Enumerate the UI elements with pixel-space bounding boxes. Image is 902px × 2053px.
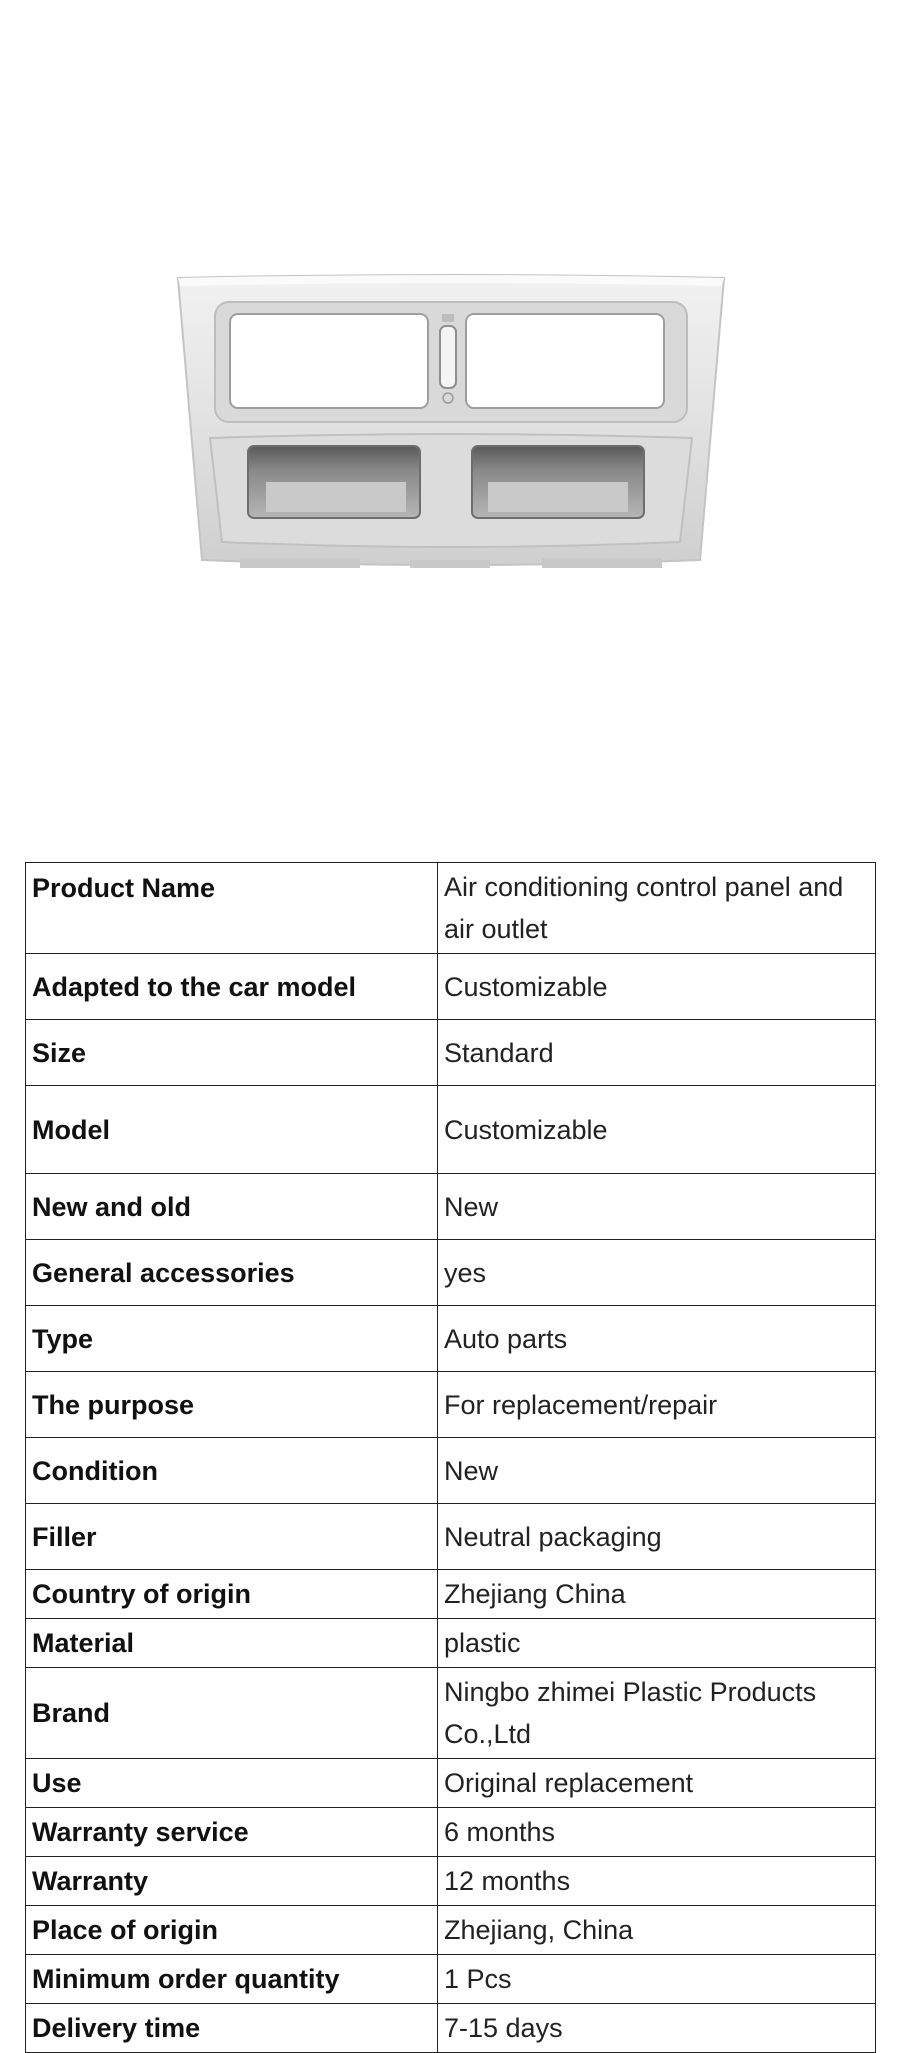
spec-value: Original replacement xyxy=(438,1759,876,1808)
spec-table xyxy=(25,862,876,2053)
spec-label: General accessories xyxy=(26,1240,438,1306)
spec-value: Customizable xyxy=(438,1086,876,1174)
product-image xyxy=(170,270,732,590)
spec-label: Country of origin xyxy=(26,1570,438,1619)
spec-label: Filler xyxy=(26,1504,438,1570)
spec-label: Material xyxy=(26,1619,438,1668)
table-row xyxy=(26,1808,876,1857)
table-row xyxy=(26,1857,876,1906)
spec-label: Use xyxy=(26,1759,438,1808)
spec-value: Standard xyxy=(438,1020,876,1086)
spec-value: yes xyxy=(438,1240,876,1306)
spec-value: For replacement/repair xyxy=(438,1372,876,1438)
spec-value: 6 months xyxy=(438,1808,876,1857)
spec-value: 12 months xyxy=(438,1857,876,1906)
spec-label: Condition xyxy=(26,1438,438,1504)
table-row xyxy=(26,1668,876,1759)
table-row xyxy=(26,1504,876,1570)
table-row xyxy=(26,1086,876,1174)
table-row xyxy=(26,954,876,1020)
spec-value: Air conditioning control panel and air outlet xyxy=(438,863,876,954)
spec-label: Size xyxy=(26,1020,438,1086)
spec-label: Delivery time xyxy=(26,2004,438,2053)
table-row xyxy=(26,1020,876,1086)
spec-label: Warranty xyxy=(26,1857,438,1906)
table-row xyxy=(26,1570,876,1619)
table-row xyxy=(26,1955,876,2004)
spec-value: New xyxy=(438,1174,876,1240)
table-row xyxy=(26,1174,876,1240)
spec-label: New and old xyxy=(26,1174,438,1240)
table-row xyxy=(26,1619,876,1668)
spec-value: Neutral packaging xyxy=(438,1504,876,1570)
spec-label: The purpose xyxy=(26,1372,438,1438)
spec-value: 7-15 days xyxy=(438,2004,876,2053)
spec-label: Brand xyxy=(26,1668,438,1759)
spec-value: Zhejiang China xyxy=(438,1570,876,1619)
spec-value: plastic xyxy=(438,1619,876,1668)
table-row xyxy=(26,1240,876,1306)
spec-label: Type xyxy=(26,1306,438,1372)
table-row xyxy=(26,863,876,954)
table-row xyxy=(26,1759,876,1808)
spec-label: Minimum order quantity xyxy=(26,1955,438,2004)
table-row xyxy=(26,2004,876,2053)
table-row xyxy=(26,1306,876,1372)
spec-value: Customizable xyxy=(438,954,876,1020)
spec-label: Adapted to the car model xyxy=(26,954,438,1020)
product-hero xyxy=(0,0,902,860)
spec-value: Auto parts xyxy=(438,1306,876,1372)
spec-label: Place of origin xyxy=(26,1906,438,1955)
spec-value: New xyxy=(438,1438,876,1504)
table-row xyxy=(26,1438,876,1504)
spec-value: Ningbo zhimei Plastic Products Co.,Ltd xyxy=(438,1668,876,1759)
table-row xyxy=(26,1906,876,1955)
spec-label: Product Name xyxy=(26,863,438,954)
spec-value: 1 Pcs xyxy=(438,1955,876,2004)
spec-value: Zhejiang, China xyxy=(438,1906,876,1955)
table-row xyxy=(26,1372,876,1438)
spec-label: Warranty service xyxy=(26,1808,438,1857)
spec-label: Model xyxy=(26,1086,438,1174)
